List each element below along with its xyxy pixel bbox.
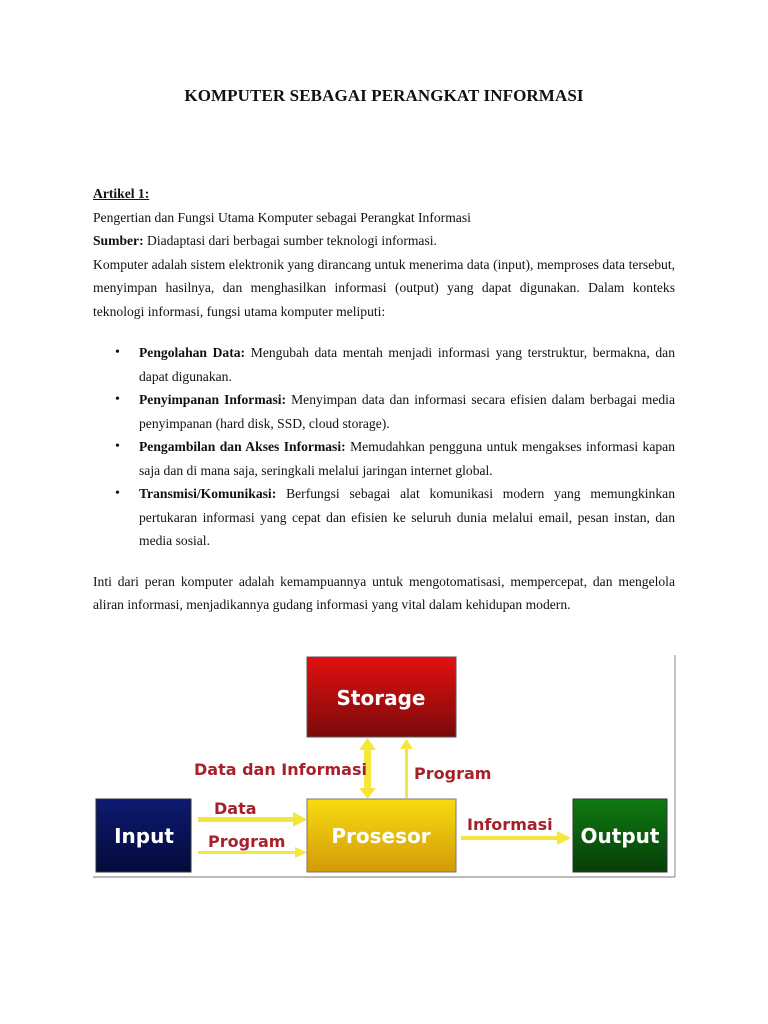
- up-arrow-icon: [400, 739, 413, 798]
- list-item-text: Berfungsi sebagai alat komunikasi modern yang memungkinkan pertukaran informasi yang cepat dan efisien ke seluruh dunia melalui email, pesan instan, dan media sosial.: [139, 486, 675, 548]
- article-subtitle: Pengertian dan Fungsi Utama Komputer sebagai Perangkat Informasi: [93, 209, 471, 225]
- list-item-term: Transmisi/Komunikasi:: [139, 486, 277, 501]
- source-text: Diadaptasi dari berbagai sumber teknologi informasi.: [143, 233, 437, 248]
- prosesor-label: Prosesor: [331, 824, 431, 848]
- list-item-term: Pengolahan Data:: [139, 345, 246, 360]
- data-dan-informasi-label: Data dan Informasi: [194, 760, 367, 779]
- function-list: [93, 341, 675, 553]
- closing-paragraph: Inti dari peran komputer adalah kemampuannya untuk mengotomatisasi, mempercepat, dan mengelola aliran informasi, menjadikannya gudang informasi yang vital dalam kehidupan modern.: [93, 573, 675, 612]
- list-item-text: Memudahkan pengguna untuk mengakses informasi kapan saja dan di mana saja, seringkali melalui jaringan internet global.: [139, 439, 675, 478]
- intro-paragraph: Komputer adalah sistem elektronik yang dirancang untuk menerima data (input), memproses data tersebut, menyimpan hasilnya, dan menghasilkan informasi (output) yang dapat digunakan. Dalam konteks teknologi informasi, fungsi utama komputer meliputi:: [93, 256, 675, 319]
- list-item-text: Menyimpan data dan informasi secara efisien dalam berbagai media penyimpanan (hard disk, SSD, cloud storage).: [139, 392, 675, 431]
- list-item: [139, 388, 675, 435]
- list-item-text: Mengubah data mentah menjadi informasi yang terstruktur, bermakna, dan dapat digunakan.: [139, 345, 675, 384]
- data-label: Data: [214, 799, 257, 818]
- source-line: [93, 229, 675, 253]
- diagram-svg: [93, 655, 677, 879]
- document-body: [93, 182, 675, 617]
- list-item-term: Penyimpanan Informasi:: [139, 392, 287, 407]
- output-label: Output: [580, 824, 660, 848]
- input-label: Input: [114, 824, 174, 848]
- computer-flow-diagram: [93, 655, 677, 879]
- informasi-label: Informasi: [467, 815, 553, 834]
- list-item-term: Pengambilan dan Akses Informasi:: [139, 439, 346, 454]
- list-item: [139, 435, 675, 482]
- list-item: [139, 341, 675, 388]
- program-horizontal-label: Program: [208, 832, 286, 851]
- artikel-label: Artikel 1:: [93, 186, 150, 201]
- document-title: KOMPUTER SEBAGAI PERANGKAT INFORMASI: [184, 86, 584, 105]
- list-item: [139, 482, 675, 553]
- source-label: Sumber:: [93, 233, 144, 248]
- program-vertical-label: Program: [414, 764, 492, 783]
- storage-label: Storage: [336, 686, 426, 710]
